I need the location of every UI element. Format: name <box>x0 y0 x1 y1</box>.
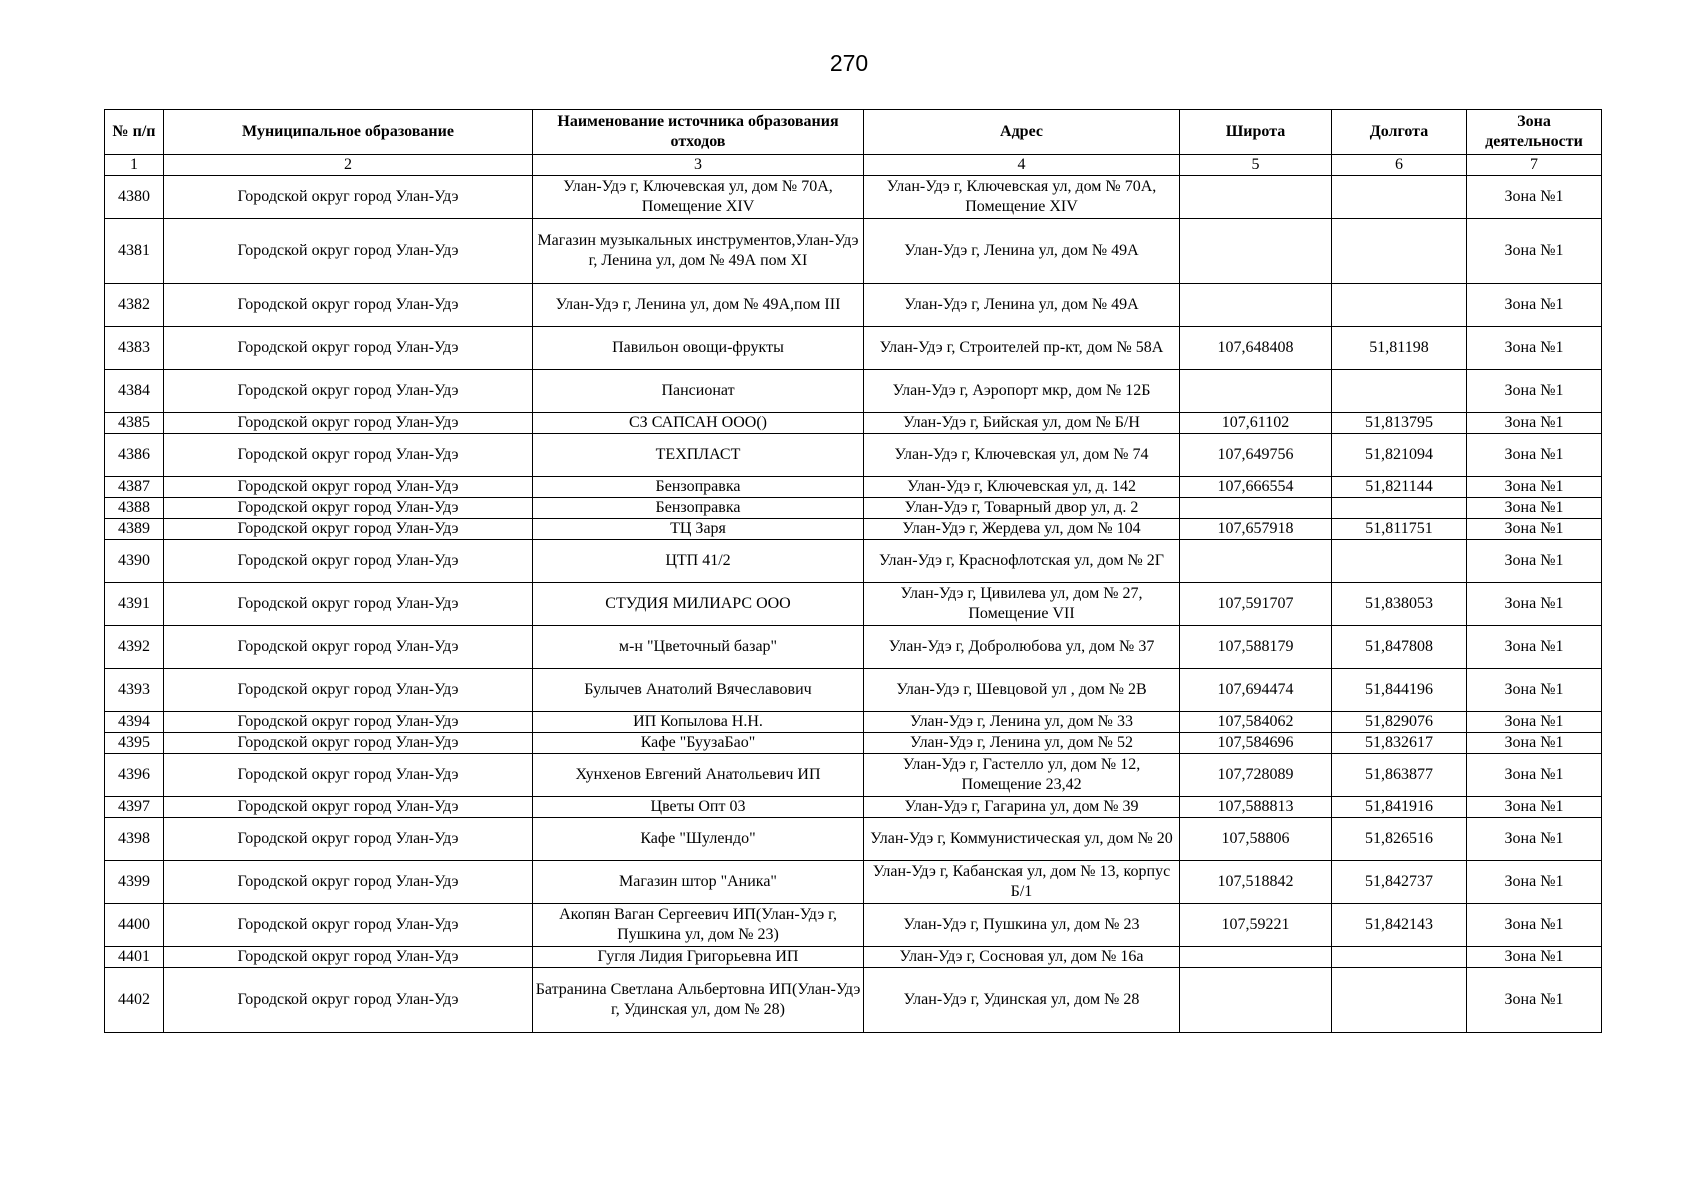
zone-cell: Зона №1 <box>1467 498 1602 519</box>
source-name-cell: Бензоправка <box>533 477 864 498</box>
latitude-cell <box>1180 498 1332 519</box>
latitude-cell: 107,648408 <box>1180 327 1332 370</box>
address-cell: Улан-Удэ г, Ключевская ул, д. 142 <box>864 477 1180 498</box>
address-cell: Улан-Удэ г, Ленина ул, дом № 52 <box>864 733 1180 754</box>
table-row <box>105 797 1602 818</box>
longitude-cell: 51,844196 <box>1332 669 1467 712</box>
latitude-cell: 107,728089 <box>1180 754 1332 797</box>
address-cell: Улан-Удэ г, Гагарина ул, дом № 39 <box>864 797 1180 818</box>
municipality-cell: Городской округ город Улан-Удэ <box>164 370 533 413</box>
row-index: 4385 <box>105 413 164 434</box>
col-source-name-number: 3 <box>533 155 864 176</box>
table-row <box>105 498 1602 519</box>
latitude-cell: 107,694474 <box>1180 669 1332 712</box>
table-row <box>105 477 1602 498</box>
municipality-cell: Городской округ город Улан-Удэ <box>164 968 533 1033</box>
municipality-cell: Городской округ город Улан-Удэ <box>164 797 533 818</box>
latitude-cell: 107,61102 <box>1180 413 1332 434</box>
row-index: 4398 <box>105 818 164 861</box>
longitude-cell <box>1332 370 1467 413</box>
zone-cell: Зона №1 <box>1467 434 1602 477</box>
column-number-row <box>105 155 1602 176</box>
zone-cell: Зона №1 <box>1467 540 1602 583</box>
row-index: 4388 <box>105 498 164 519</box>
source-name-cell: СТУДИЯ МИЛИАРС ООО <box>533 583 864 626</box>
source-name-cell: Павильон овощи-фрукты <box>533 327 864 370</box>
table-body <box>105 176 1602 1033</box>
table-row <box>105 754 1602 797</box>
municipality-cell: Городской округ город Улан-Удэ <box>164 733 533 754</box>
address-cell: Улан-Удэ г, Кабанская ул, дом № 13, корпус Б/1 <box>864 861 1180 904</box>
row-index: 4382 <box>105 284 164 327</box>
source-name-cell: Кафе "Шулендо" <box>533 818 864 861</box>
source-name-cell: Улан-Удэ г, Ключевская ул, дом № 70А, Помещение XIV <box>533 176 864 219</box>
address-cell: Улан-Удэ г, Ключевская ул, дом № 74 <box>864 434 1180 477</box>
municipality-cell: Городской округ город Улан-Удэ <box>164 861 533 904</box>
address-cell: Улан-Удэ г, Аэропорт мкр, дом № 12Б <box>864 370 1180 413</box>
zone-cell: Зона №1 <box>1467 219 1602 284</box>
longitude-cell: 51,829076 <box>1332 712 1467 733</box>
table-row <box>105 904 1602 947</box>
zone-cell: Зона №1 <box>1467 176 1602 219</box>
municipality-cell: Городской округ город Улан-Удэ <box>164 669 533 712</box>
latitude-cell: 107,666554 <box>1180 477 1332 498</box>
source-name-cell: ЦТП 41/2 <box>533 540 864 583</box>
col-longitude-header: Долгота <box>1332 110 1467 155</box>
latitude-cell <box>1180 176 1332 219</box>
row-index: 4399 <box>105 861 164 904</box>
municipality-cell: Городской округ город Улан-Удэ <box>164 176 533 219</box>
zone-cell: Зона №1 <box>1467 797 1602 818</box>
row-index: 4389 <box>105 519 164 540</box>
row-index: 4397 <box>105 797 164 818</box>
table-row <box>105 626 1602 669</box>
table-row <box>105 413 1602 434</box>
source-name-cell: Бензоправка <box>533 498 864 519</box>
zone-cell: Зона №1 <box>1467 583 1602 626</box>
source-name-cell: Улан-Удэ г, Ленина ул, дом № 49А,пом III <box>533 284 864 327</box>
latitude-cell: 107,588179 <box>1180 626 1332 669</box>
municipality-cell: Городской округ город Улан-Удэ <box>164 327 533 370</box>
row-index: 4396 <box>105 754 164 797</box>
municipality-cell: Городской округ город Улан-Удэ <box>164 434 533 477</box>
zone-cell: Зона №1 <box>1467 370 1602 413</box>
col-municipality-number: 2 <box>164 155 533 176</box>
row-index: 4401 <box>105 947 164 968</box>
longitude-cell: 51,842737 <box>1332 861 1467 904</box>
zone-cell: Зона №1 <box>1467 626 1602 669</box>
address-cell: Улан-Удэ г, Ленина ул, дом № 49А <box>864 219 1180 284</box>
zone-cell: Зона №1 <box>1467 669 1602 712</box>
address-cell: Улан-Удэ г, Удинская ул, дом № 28 <box>864 968 1180 1033</box>
source-name-cell: ТЕХПЛАСТ <box>533 434 864 477</box>
address-cell: Улан-Удэ г, Жердева ул, дом № 104 <box>864 519 1180 540</box>
table-row <box>105 284 1602 327</box>
source-name-cell: Хунхенов Евгений Анатольевич ИП <box>533 754 864 797</box>
latitude-cell <box>1180 284 1332 327</box>
municipality-cell: Городской округ город Улан-Удэ <box>164 754 533 797</box>
latitude-cell <box>1180 370 1332 413</box>
table-row <box>105 733 1602 754</box>
source-name-cell: СЗ САПСАН ООО() <box>533 413 864 434</box>
municipality-cell: Городской округ город Улан-Удэ <box>164 540 533 583</box>
municipality-cell: Городской округ город Улан-Удэ <box>164 904 533 947</box>
zone-cell: Зона №1 <box>1467 754 1602 797</box>
longitude-cell: 51,832617 <box>1332 733 1467 754</box>
longitude-cell: 51,821094 <box>1332 434 1467 477</box>
col-source-name-header: Наименование источника образования отходов <box>533 110 864 155</box>
zone-cell: Зона №1 <box>1467 519 1602 540</box>
address-cell: Улан-Удэ г, Шевцовой ул , дом № 2В <box>864 669 1180 712</box>
address-cell: Улан-Удэ г, Гастелло ул, дом № 12, Помещение 23,42 <box>864 754 1180 797</box>
row-index: 4402 <box>105 968 164 1033</box>
row-index: 4387 <box>105 477 164 498</box>
longitude-cell: 51,811751 <box>1332 519 1467 540</box>
zone-cell: Зона №1 <box>1467 904 1602 947</box>
longitude-cell: 51,838053 <box>1332 583 1467 626</box>
address-cell: Улан-Удэ г, Цивилева ул, дом № 27, Помещение VII <box>864 583 1180 626</box>
municipality-cell: Городской округ город Улан-Удэ <box>164 947 533 968</box>
row-index: 4386 <box>105 434 164 477</box>
latitude-cell: 107,588813 <box>1180 797 1332 818</box>
zone-cell: Зона №1 <box>1467 327 1602 370</box>
municipality-cell: Городской округ город Улан-Удэ <box>164 219 533 284</box>
longitude-cell <box>1332 968 1467 1033</box>
source-name-cell: Батранина Светлана Альбертовна ИП(Улан-Удэ г, Удинская ул, дом № 28) <box>533 968 864 1033</box>
source-name-cell: Булычев Анатолий Вячеславович <box>533 669 864 712</box>
source-name-cell: Кафе "БуузаБао" <box>533 733 864 754</box>
col-latitude-number: 5 <box>1180 155 1332 176</box>
col-zone-number: 7 <box>1467 155 1602 176</box>
municipality-cell: Городской округ город Улан-Удэ <box>164 413 533 434</box>
table-row <box>105 540 1602 583</box>
latitude-cell: 107,518842 <box>1180 861 1332 904</box>
longitude-cell: 51,842143 <box>1332 904 1467 947</box>
municipality-cell: Городской округ город Улан-Удэ <box>164 583 533 626</box>
longitude-cell: 51,821144 <box>1332 477 1467 498</box>
address-cell: Улан-Удэ г, Сосновая ул, дом № 16а <box>864 947 1180 968</box>
row-index: 4400 <box>105 904 164 947</box>
longitude-cell <box>1332 540 1467 583</box>
latitude-cell: 107,649756 <box>1180 434 1332 477</box>
row-index: 4392 <box>105 626 164 669</box>
row-index: 4383 <box>105 327 164 370</box>
latitude-cell: 107,657918 <box>1180 519 1332 540</box>
longitude-cell <box>1332 498 1467 519</box>
source-name-cell: Магазин музыкальных инструментов,Улан-Удэ г, Ленина ул, дом № 49А пом XI <box>533 219 864 284</box>
source-name-cell: Гугля Лидия Григорьевна ИП <box>533 947 864 968</box>
longitude-cell: 51,847808 <box>1332 626 1467 669</box>
col-address-number: 4 <box>864 155 1180 176</box>
zone-cell: Зона №1 <box>1467 477 1602 498</box>
col-index-number: 1 <box>105 155 164 176</box>
municipality-cell: Городской округ город Улан-Удэ <box>164 477 533 498</box>
address-cell: Улан-Удэ г, Товарный двор ул, д. 2 <box>864 498 1180 519</box>
address-cell: Улан-Удэ г, Бийская ул, дом № Б/Н <box>864 413 1180 434</box>
row-index: 4381 <box>105 219 164 284</box>
table-row <box>105 176 1602 219</box>
source-name-cell: м-н "Цветочный базар" <box>533 626 864 669</box>
table-row <box>105 669 1602 712</box>
zone-cell: Зона №1 <box>1467 861 1602 904</box>
page-number: 270 <box>829 50 869 76</box>
row-index: 4380 <box>105 176 164 219</box>
source-name-cell: ИП Копылова Н.Н. <box>533 712 864 733</box>
longitude-cell: 51,841916 <box>1332 797 1467 818</box>
zone-cell: Зона №1 <box>1467 284 1602 327</box>
table-row <box>105 434 1602 477</box>
longitude-cell <box>1332 284 1467 327</box>
table-row <box>105 327 1602 370</box>
latitude-cell <box>1180 968 1332 1033</box>
latitude-cell <box>1180 219 1332 284</box>
longitude-cell: 51,826516 <box>1332 818 1467 861</box>
table-row <box>105 818 1602 861</box>
col-latitude-header: Широта <box>1180 110 1332 155</box>
col-zone-header: Зона деятельности <box>1467 110 1602 155</box>
zone-cell: Зона №1 <box>1467 733 1602 754</box>
municipality-cell: Городской округ город Улан-Удэ <box>164 712 533 733</box>
table-row <box>105 968 1602 1033</box>
zone-cell: Зона №1 <box>1467 947 1602 968</box>
address-cell: Улан-Удэ г, Строителей пр-кт, дом № 58А <box>864 327 1180 370</box>
zone-cell: Зона №1 <box>1467 413 1602 434</box>
source-name-cell: Цветы Опт 03 <box>533 797 864 818</box>
row-index: 4384 <box>105 370 164 413</box>
row-index: 4391 <box>105 583 164 626</box>
source-name-cell: Пансионат <box>533 370 864 413</box>
zone-cell: Зона №1 <box>1467 968 1602 1033</box>
address-cell: Улан-Удэ г, Добролюбова ул, дом № 37 <box>864 626 1180 669</box>
latitude-cell: 107,584062 <box>1180 712 1332 733</box>
latitude-cell <box>1180 947 1332 968</box>
col-address-header: Адрес <box>864 110 1180 155</box>
municipality-cell: Городской округ город Улан-Удэ <box>164 498 533 519</box>
source-name-cell: Магазин штор "Аника" <box>533 861 864 904</box>
municipality-cell: Городской округ город Улан-Удэ <box>164 284 533 327</box>
longitude-cell <box>1332 947 1467 968</box>
waste-sources-table <box>104 109 1602 1033</box>
col-longitude-number: 6 <box>1332 155 1467 176</box>
table-row <box>105 519 1602 540</box>
longitude-cell: 51,863877 <box>1332 754 1467 797</box>
address-cell: Улан-Удэ г, Коммунистическая ул, дом № 20 <box>864 818 1180 861</box>
address-cell: Улан-Удэ г, Ключевская ул, дом № 70А, Помещение XIV <box>864 176 1180 219</box>
table-row <box>105 219 1602 284</box>
row-index: 4394 <box>105 712 164 733</box>
row-index: 4390 <box>105 540 164 583</box>
table-row <box>105 861 1602 904</box>
address-cell: Улан-Удэ г, Краснофлотская ул, дом № 2Г <box>864 540 1180 583</box>
header-row <box>105 110 1602 155</box>
row-index: 4393 <box>105 669 164 712</box>
longitude-cell <box>1332 219 1467 284</box>
table-row <box>105 370 1602 413</box>
latitude-cell <box>1180 540 1332 583</box>
longitude-cell: 51,81198 <box>1332 327 1467 370</box>
latitude-cell: 107,591707 <box>1180 583 1332 626</box>
col-municipality-header: Муниципальное образование <box>164 110 533 155</box>
municipality-cell: Городской округ город Улан-Удэ <box>164 818 533 861</box>
address-cell: Улан-Удэ г, Ленина ул, дом № 33 <box>864 712 1180 733</box>
table-row <box>105 947 1602 968</box>
col-index-header: № п/п <box>105 110 164 155</box>
municipality-cell: Городской округ город Улан-Удэ <box>164 626 533 669</box>
latitude-cell: 107,58806 <box>1180 818 1332 861</box>
table-row <box>105 583 1602 626</box>
longitude-cell <box>1332 176 1467 219</box>
address-cell: Улан-Удэ г, Ленина ул, дом № 49А <box>864 284 1180 327</box>
row-index: 4395 <box>105 733 164 754</box>
longitude-cell: 51,813795 <box>1332 413 1467 434</box>
zone-cell: Зона №1 <box>1467 818 1602 861</box>
address-cell: Улан-Удэ г, Пушкина ул, дом № 23 <box>864 904 1180 947</box>
latitude-cell: 107,59221 <box>1180 904 1332 947</box>
municipality-cell: Городской округ город Улан-Удэ <box>164 519 533 540</box>
zone-cell: Зона №1 <box>1467 712 1602 733</box>
source-name-cell: Акопян Ваган Сергеевич ИП(Улан-Удэ г, Пушкина ул, дом № 23) <box>533 904 864 947</box>
latitude-cell: 107,584696 <box>1180 733 1332 754</box>
table-row <box>105 712 1602 733</box>
source-name-cell: ТЦ Заря <box>533 519 864 540</box>
